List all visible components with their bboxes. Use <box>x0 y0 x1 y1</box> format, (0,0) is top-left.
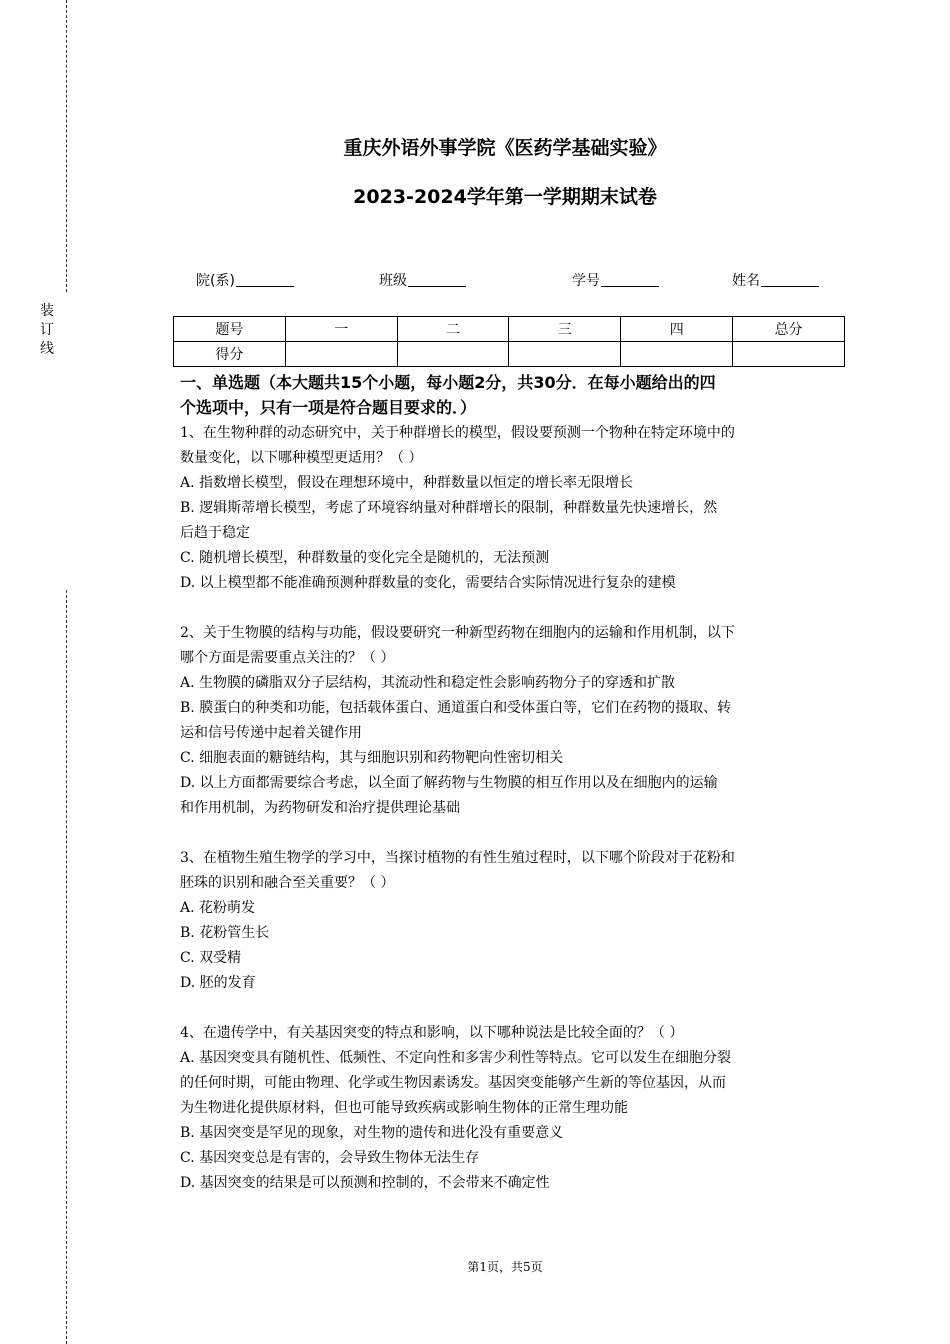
score-table-score-row <box>174 342 845 367</box>
info-class-blank[interactable] <box>408 272 466 287</box>
question-3 <box>180 846 840 996</box>
spacer <box>180 996 840 1021</box>
option-d: D. 以上模型都不能准确预测种群数量的变化，需要结合实际情况进行复杂的建模 <box>180 575 676 591</box>
section-title-line: 个选项中，只有一项是符合题目要求的．） <box>180 398 477 417</box>
info-name <box>732 270 819 290</box>
option-b: B. 膜蛋白的种类和功能，包括载体蛋白、通道蛋白和受体蛋白等，它们在药物的摄取、转 <box>180 700 732 716</box>
score-header-cell: 一 <box>285 317 397 342</box>
option-d: D. 胚的发育 <box>180 975 256 991</box>
binding-line-bottom <box>66 590 67 1344</box>
option-d: D. 基因突变的结果是可以预测和控制的，不会带来不确定性 <box>180 1175 550 1191</box>
section-title-line: 一、单选题（本大题共15个小题，每小题2分，共30分．在每小题给出的四 <box>180 373 716 392</box>
option-a: A. 花粉萌发 <box>180 900 256 916</box>
binding-label <box>38 302 56 359</box>
info-college-label: 院(系) <box>196 273 235 289</box>
score-cell[interactable] <box>733 342 845 367</box>
score-header-cell: 三 <box>509 317 621 342</box>
score-header-cell: 二 <box>397 317 509 342</box>
option-a: A. 生物膜的磷脂双分子层结构，其流动性和稳定性会影响药物分子的穿透和扩散 <box>180 675 676 691</box>
option-c: C. 细胞表面的糖链结构，其与细胞识别和药物靶向性密切相关 <box>180 750 564 766</box>
score-cell[interactable] <box>397 342 509 367</box>
score-cell[interactable] <box>285 342 397 367</box>
score-header-cell: 题号 <box>174 317 286 342</box>
exam-title: 重庆外语外事学院《医药学基础实验》 <box>343 137 667 159</box>
info-name-label: 姓名 <box>732 273 760 289</box>
info-student-id-label: 学号 <box>572 273 600 289</box>
question-stem: 4、在遗传学中，有关基因突变的特点和影响，以下哪种说法是比较全面的？（ ） <box>180 1025 684 1041</box>
info-class-label: 班级 <box>379 273 407 289</box>
option-b: 运和信号传递中起着关键作用 <box>180 725 362 741</box>
option-d: D. 以上方面都需要综合考虑，以全面了解药物与生物膜的相互作用以及在细胞内的运输 <box>180 775 718 791</box>
question-stem: 数量变化，以下哪种模型更适用？（ ） <box>180 450 423 466</box>
section-title <box>180 370 840 420</box>
score-header-cell: 总分 <box>733 317 845 342</box>
binding-char: 线 <box>40 341 54 357</box>
spacer <box>180 821 840 846</box>
question-stem: 2、关于生物膜的结构与功能，假设要研究一种新型药物在细胞内的运输和作用机制，以下 <box>180 625 735 641</box>
question-stem: 3、在植物生殖生物学的学习中，当探讨植物的有性生殖过程时，以下哪个阶段对于花粉和 <box>180 850 735 866</box>
info-college-blank[interactable] <box>236 272 294 287</box>
info-name-blank[interactable] <box>761 272 819 287</box>
exam-subtitle: 2023-2024学年第一学期期末试卷 <box>353 186 657 208</box>
question-stem: 1、在生物种群的动态研究中，关于种群增长的模型，假设要预测一个物种在特定环境中的 <box>180 425 735 441</box>
option-b: B. 逻辑斯蒂增长模型，考虑了环境容纳量对种群增长的限制，种群数量先快速增长，然 <box>180 500 718 516</box>
option-a: 为生物进化提供原材料，但也可能导致疾病或影响生物体的正常生理功能 <box>180 1100 628 1116</box>
binding-char: 装 <box>40 303 54 319</box>
option-c: C. 随机增长模型，种群数量的变化完全是随机的，无法预测 <box>180 550 550 566</box>
score-table <box>173 316 845 367</box>
question-stem: 哪个方面是需要重点关注的？（ ） <box>180 650 395 666</box>
score-table-header-row <box>174 317 845 342</box>
question-4 <box>180 1021 840 1196</box>
option-b: B. 基因突变是罕见的现象，对生物的遗传和进化没有重要意义 <box>180 1125 564 1141</box>
spacer <box>180 596 840 621</box>
option-c: C. 基因突变总是有害的，会导致生物体无法生存 <box>180 1150 480 1166</box>
info-class <box>379 270 466 290</box>
binding-char: 订 <box>40 322 54 338</box>
question-stem: 胚珠的识别和融合至关重要？（ ） <box>180 875 395 891</box>
option-d: 和作用机制，为药物研发和治疗提供理论基础 <box>180 800 460 816</box>
question-1 <box>180 421 840 596</box>
info-student-id-blank[interactable] <box>601 272 659 287</box>
option-a: A. 指数增长模型，假设在理想环境中，种群数量以恒定的增长率无限增长 <box>180 475 634 491</box>
option-a: 的任何时期，可能由物理、化学或生物因素诱发。基因突变能够产生新的等位基因，从而 <box>180 1075 726 1091</box>
question-2 <box>180 621 840 821</box>
info-college <box>196 270 294 290</box>
option-c: C. 双受精 <box>180 950 242 966</box>
page-footer: 第1页，共5页 <box>467 1260 543 1274</box>
score-row-label: 得分 <box>174 342 286 367</box>
option-b: 后趋于稳定 <box>180 525 250 541</box>
info-student-id <box>572 270 659 290</box>
score-header-cell: 四 <box>621 317 733 342</box>
score-cell[interactable] <box>621 342 733 367</box>
option-a: A. 基因突变具有随机性、低频性、不定向性和多害少利性等特点。它可以发生在细胞分裂 <box>180 1050 732 1066</box>
score-cell[interactable] <box>509 342 621 367</box>
exam-content <box>180 370 840 1196</box>
option-b: B. 花粉管生长 <box>180 925 270 941</box>
